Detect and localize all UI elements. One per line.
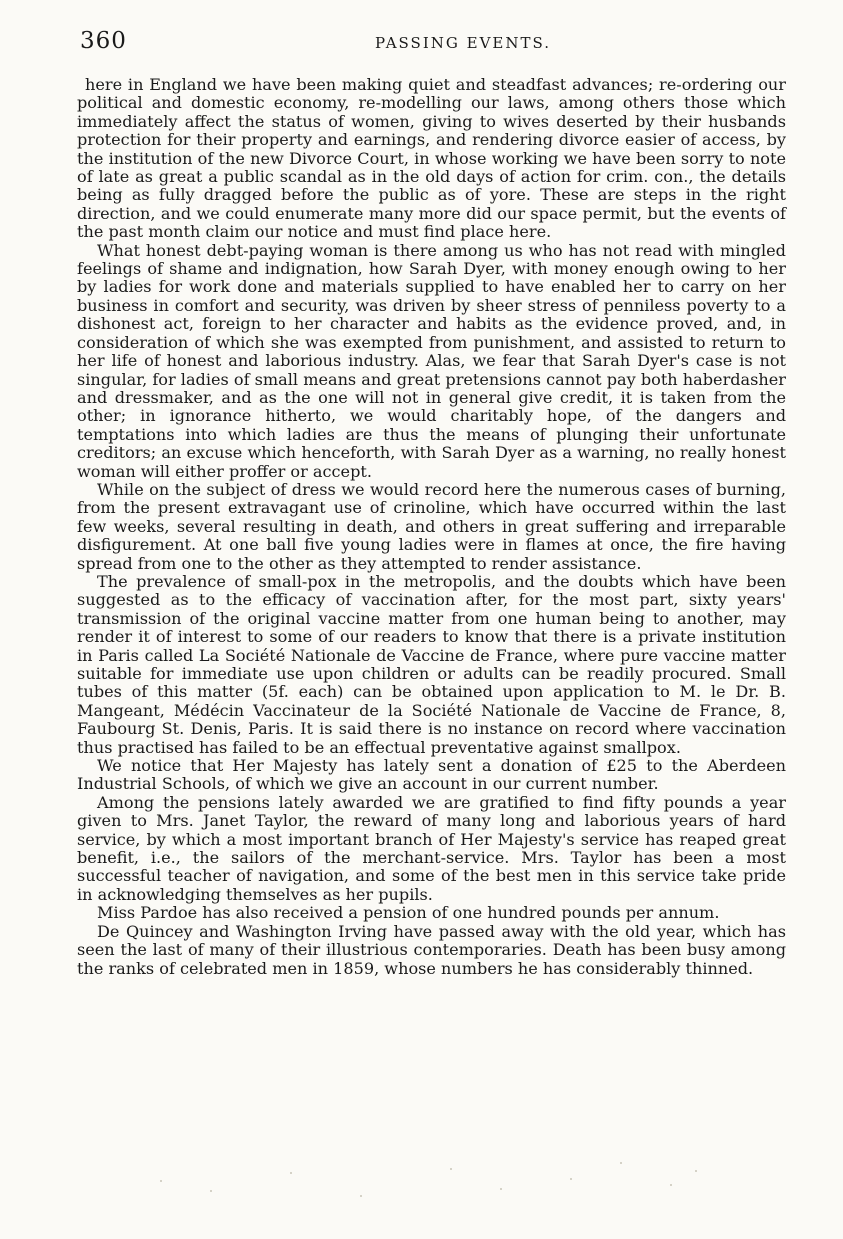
running-title: PASSING EVENTS.	[374, 34, 551, 52]
paragraph-pensions: Among the pensions lately awarded we are gratified to find fifty pounds a year given to Mrs. Janet Taylor, the reward of many long and laborious years of hard service, by which a most important branch of Her Majesty's service has reaped great benefit, i.e., the sailors of the merchant-service. Mrs. Taylor has been a most successful teacher of navigation, and some of the best men in this service take pride in acknowledging themselves as her pupils.	[77, 792, 786, 904]
paragraph-de-quincey: De Quincey and Washington Irving have passed away with the old year, which has seen the last of many of their illustrious contemporaries. Death has been busy among the ranks of celebrated men in 1859, whose numbers he has considerably thinned.	[77, 921, 786, 978]
page-number: 360	[80, 28, 127, 54]
page-header	[80, 28, 786, 56]
paragraph-small-pox: The prevalence of small-pox in the metropolis, and the doubts which have been suggested as to the efficacy of vaccination after, for the most part, sixty years' transmission of the original vaccine matter from one human being to another, may render it of interest to some of our readers to know that there is a private institution in Paris called La Société Nationale de Vaccine de France, where pure vaccine matter suitable for immediate use upon children or adults can be readily procured. Small tubes of this matter (5f. each) can be obtained upon application to M. le Dr. B. Mangeant, Médécin Vaccinateur de la Société Nationale de Vaccine de France, 8, Faubourg St. Denis, Paris. It is said there is no instance on record where vaccination thus practised has failed to be an effectual preventative against smallpox.	[77, 571, 786, 757]
paragraph-reforms: here in England we have been making quiet and steadfast advances; re-ordering our political and domestic economy, re-modelling our laws, among others those which immediately affect the status of women, giving to wives deserted by their husbands protection for their property and earnings, and rendering divorce easier of access, by the institution of the new Divorce Court, in whose working we have been sorry to note of late as great a public scandal as in the old days of action for crim. con., the details being as fully dragged before the public as of yore. These are steps in the right direction, and we could enumerate many more did our space permit, but the events of the past month claim our notice and must find place here.	[77, 75, 786, 242]
article-body	[77, 76, 786, 978]
paper-specks-decoration	[150, 1150, 710, 1210]
paragraph-sarah-dyer: What honest debt-paying woman is there among us who has not read with mingled feelings of shame and indignation, how Sarah Dyer, with money enough owing to her by ladies for work done and materials supplied to have enabled her to carry on her business in comfort and security, was driven by sheer stress of penniless poverty to a dishonest act, foreign to her character and habits as the evidence proved, and, in consideration of which she was exempted from punishment, and assisted to return to her life of honest and laborious industry. Alas, we fear that Sarah Dyer's case is not singular, for ladies of small means and great pretensions cannot pay both haberdasher and dressmaker, and as the one will not in general give credit, it is taken from the other; in ignorance hitherto, we would charitably hope, of the dangers and temptations into which ladies are thus the means of plunging their unfortunate creditors; an excuse which henceforth, with Sarah Dyer as a warning, no really honest woman will either proffer or accept.	[77, 240, 786, 481]
paragraph-crinoline-burning: While on the subject of dress we would record here the numerous cases of burning, from the present extravagant use of crinoline, which have occurred within the last few weeks, several resulting in death, and others in great suffering and irreparable disfigurement. At one ball five young ladies were in flames at once, the fire having spread from one to the other as they attempted to render assistance.	[77, 479, 786, 573]
paragraph-donation: We notice that Her Majesty has lately sent a donation of £25 to the Aberdeen Industrial Schools, of which we give an account in our current number.	[77, 756, 786, 794]
paragraph-miss-pardoe: Miss Pardoe has also received a pension of one hundred pounds per annum.	[97, 903, 720, 923]
